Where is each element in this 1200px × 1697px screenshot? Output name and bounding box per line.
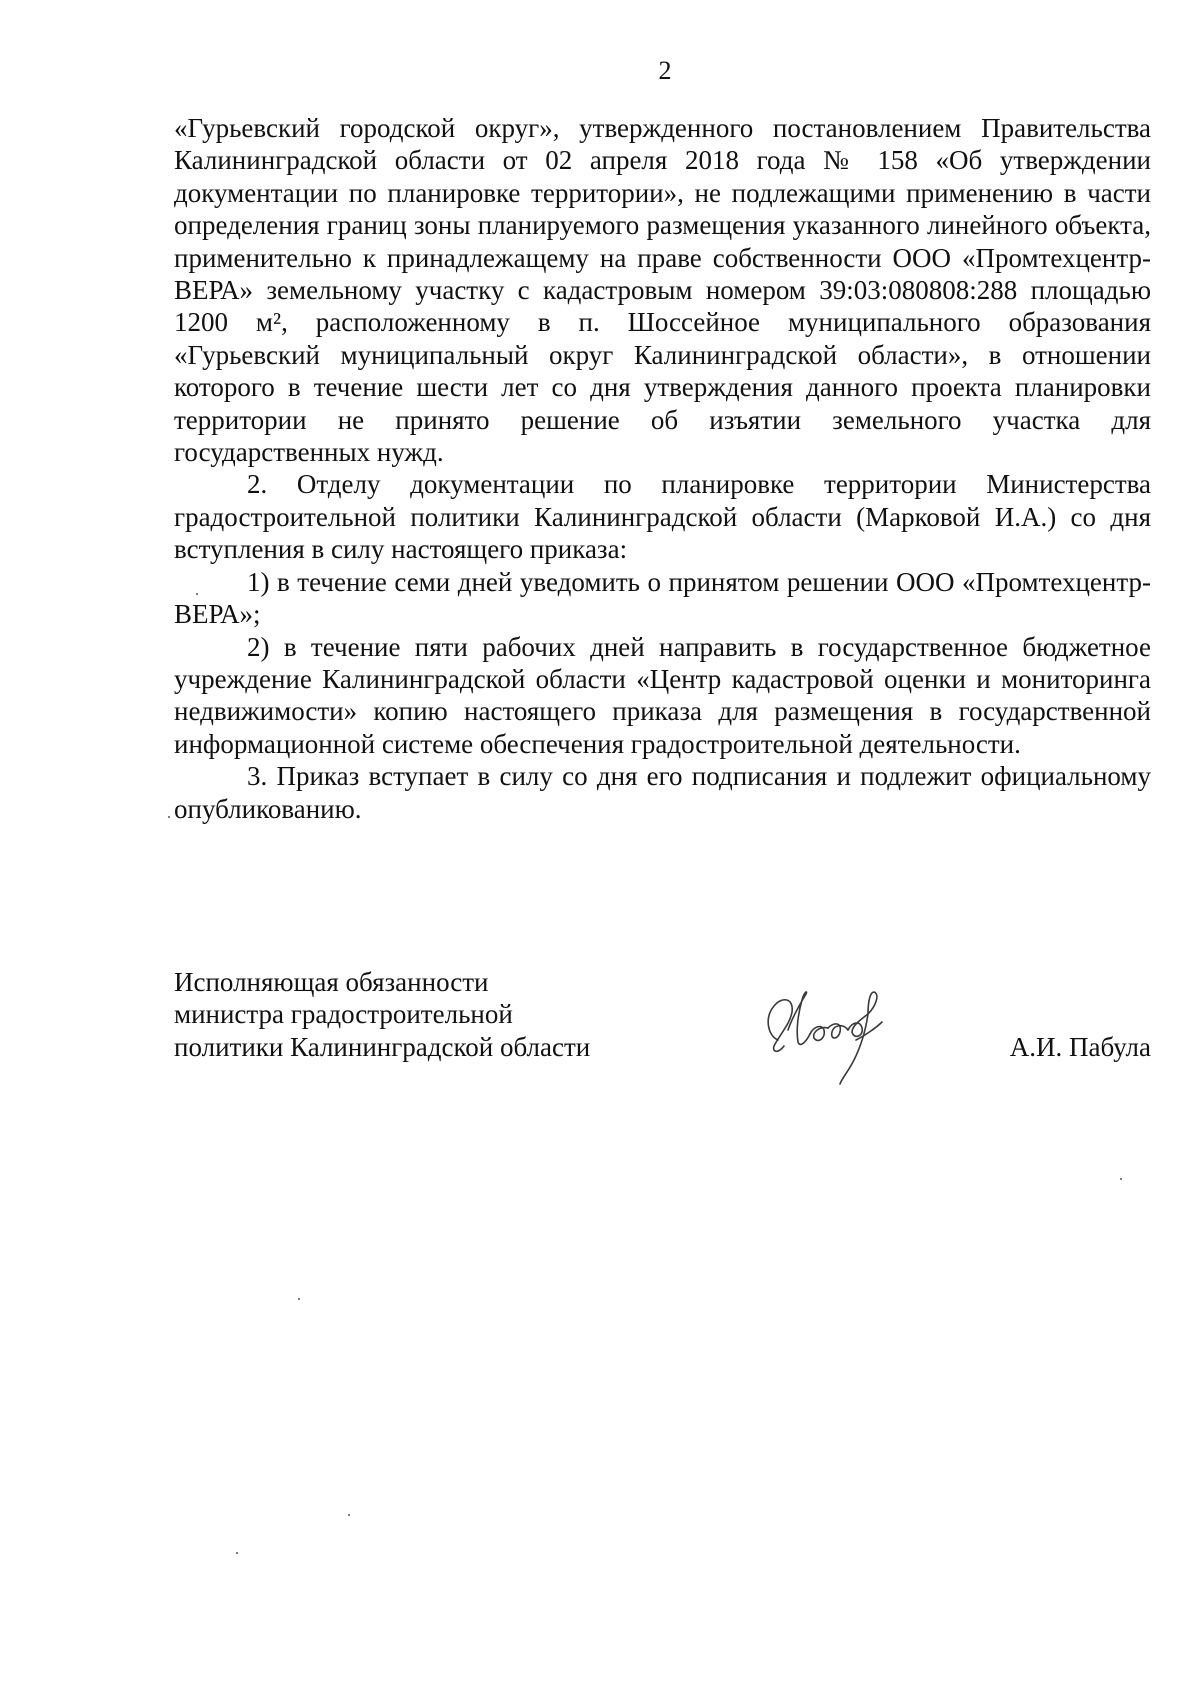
paragraph-item-3: 3. Приказ вступает в силу со дня его подписания и подлежит официальному опубликованию. — [174, 761, 1151, 824]
signer-title-line: министра градостроительной — [174, 999, 513, 1030]
paragraph-item-2: 2. Отделу документации по планировке территории Министерства градостроительной политики Калининградской области (Марковой И.А.) со дня вступления в силу настоящего приказа: — [174, 469, 1151, 565]
scan-speck — [196, 593, 198, 595]
scan-speck — [168, 816, 170, 818]
paragraph-subitem-1: 1) в течение семи дней уведомить о принятом решении ООО «Промтехцентр-ВЕРА»; — [174, 566, 1151, 630]
scan-speck — [236, 1552, 238, 1554]
scan-speck — [348, 1514, 350, 1516]
signature-block — [174, 966, 1151, 1096]
signer-title-line: политики Калининградской области — [174, 1031, 591, 1062]
handwritten-signature — [744, 970, 944, 1090]
signer-title-line: Исполняющая обязанности — [174, 967, 489, 997]
signer-title — [174, 966, 734, 1063]
paragraph-subitem-2: 2) в течение пяти рабочих дней направить в государственное бюджетное учреждение Калининградской области «Центр кадастровой оценки и мониторинга недвижимости» копию настоящего приказа для размещения в государственной информационной системе обеспечения градостроительной деятельности. — [174, 631, 1151, 759]
scan-speck — [298, 1298, 300, 1300]
page-number: 2 — [658, 56, 672, 85]
paragraph-continuation: «Гурьевский городской округ», утвержденного постановлением Правительства Калининградской области от 02 апреля 2018 года № 158 «Об утверждении документации по планировке территории», не подлежащими применению в части определения границ зоны планируемого размещения указанного линейного объекта, применительно к принадлежащему на праве собственности ООО «Промтехцентр-ВЕРА» земельному участку с кадастровым номером 39:03:080808:288 площадью 1200 м², расположенному в п. Шоссейное муниципального образования «Гурьевский муниципальный округ Калининградской области», в отношении которого в течение шести лет со дня утверждения данного проекта планировки территории не принято решение об изъятии земельного участка для государственных нужд. — [174, 113, 1151, 468]
signer-name: А.И. Пабула — [1009, 1031, 1151, 1062]
scan-speck — [1120, 1178, 1122, 1180]
document-body — [174, 112, 1151, 825]
